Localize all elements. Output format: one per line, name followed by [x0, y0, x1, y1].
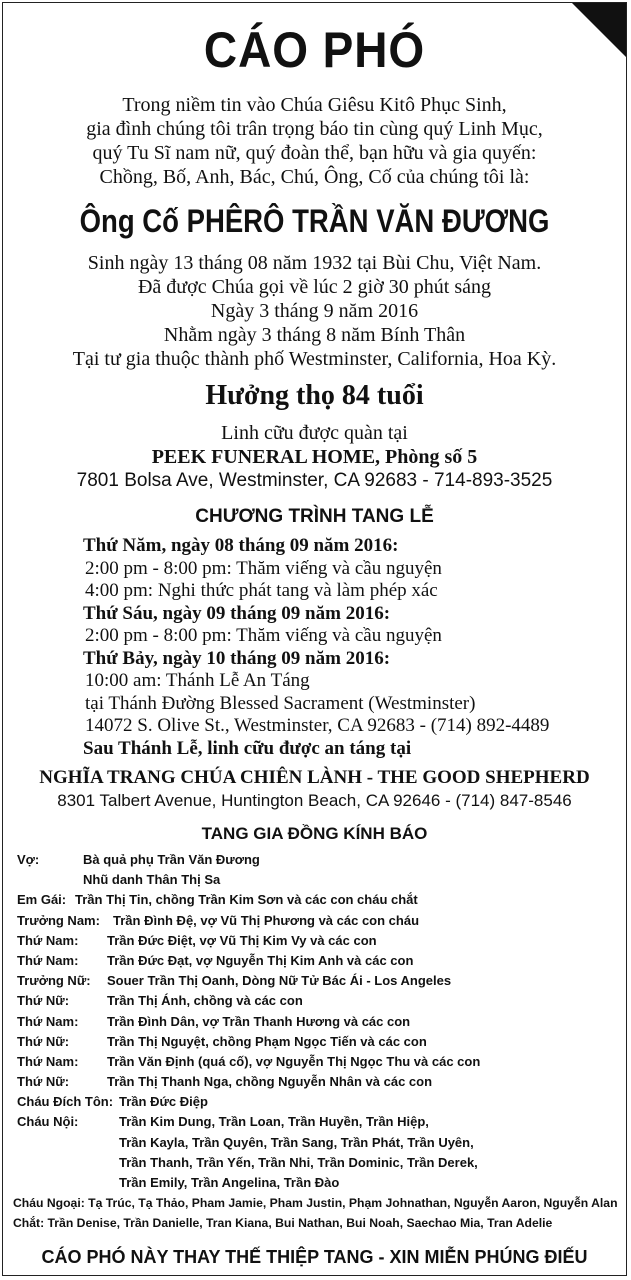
family-relation: Thứ Nam: [17, 932, 79, 948]
bio-line: Tại tư gia thuộc thành phố Westminster, California, Hoa Kỳ. [72, 348, 557, 370]
burial-note: Sau Thánh Lễ, linh cữu được an táng tại [83, 737, 412, 759]
family-member: Trần Văn Định (quá cố), vợ Nguyễn Thị Ngọc Thu và các con [107, 1053, 481, 1069]
family-relation: Trưởng Nam: [17, 912, 100, 928]
family-row [17, 991, 626, 1011]
family-row [17, 850, 626, 870]
intro-line: Chồng, Bố, Anh, Bác, Chú, Ông, Cố của chúng tôi là: [99, 166, 530, 188]
family-member: Bà quả phụ Trần Văn Đương [83, 852, 260, 867]
family-member: Nhũ danh Thân Thị Sa [83, 872, 221, 888]
family-member: Souer Trần Thị Oanh, Dòng Nữ Tử Bác Ái - Los Angeles [107, 973, 452, 989]
schedule-day-2: Thứ Sáu, ngày 09 tháng 09 năm 2016: [83, 602, 391, 624]
bio-block [3, 251, 626, 371]
schedule-item: tại Thánh Đường Blessed Sacrament (Westminster) [85, 692, 476, 714]
obituary-title: CÁO PHÓ [203, 22, 426, 78]
family-member: Trần Kim Dung, Trần Loan, Trần Huyền, Trần Hiệp, [119, 1114, 429, 1130]
program-title: CHƯƠNG TRÌNH TANG LỄ [195, 506, 434, 527]
family-row [17, 1052, 626, 1072]
family-member: Trần Đình Dân, vợ Trần Thanh Hương và các con [107, 1013, 411, 1029]
schedule-item: 4:00 pm: Nghi thức phát tang và làm phép xác [85, 580, 438, 601]
footer-notice: CÁO PHÓ NÀY THAY THẾ THIỆP TANG - XIN MIỄN PHÚNG ĐIẾU [41, 1247, 588, 1267]
funeral-home-name: PEEK FUNERAL HOME, Phòng số 5 [151, 446, 478, 468]
intro-line: quý Tu Sĩ nam nữ, quý đoàn thể, bạn hữu và gia quyến: [92, 142, 537, 164]
family-relation: Thứ Nam: [17, 1013, 79, 1029]
family-relation: Thứ Nữ: [17, 1033, 70, 1049]
family-member: Trần Emily, Trần Angelina, Trần Đào [119, 1175, 340, 1190]
schedule-item: 2:00 pm - 8:00 pm: Thăm viếng và cầu nguyện [85, 625, 442, 646]
viewing-intro: Linh cữu được quàn tại [221, 422, 408, 444]
family-member: Trần Thanh, Trần Yến, Trần Nhi, Trần Dominic, Trần Derek, [119, 1154, 478, 1170]
intro-text [3, 93, 626, 189]
family-member: Trần Kayla, Trần Quyên, Trần Sang, Trần Phát, Trần Uyên, [119, 1134, 474, 1150]
schedule-item: 2:00 pm - 8:00 pm: Thăm viếng và cầu nguyện [85, 557, 442, 579]
bio-line: Ngày 3 tháng 9 năm 2016 [210, 300, 419, 322]
cemetery-address: 8301 Talbert Avenue, Huntington Beach, CA 92646 - (714) 847-8546 [57, 791, 572, 810]
family-row [17, 1012, 626, 1032]
family-relation: Em Gái: [17, 892, 67, 908]
bio-line: Đã được Chúa gọi về lúc 2 giờ 30 phút sáng [137, 276, 492, 298]
schedule-item: 14072 S. Olive St., Westminster, CA 92683 - (714) 892-4489 [85, 715, 550, 736]
family-member: Trần Đức Đạt, vợ Nguyễn Thị Kim Anh và các con [107, 952, 414, 968]
intro-line: Trong niềm tin vào Chúa Giêsu Kitô Phục Sinh, [122, 94, 507, 116]
age-line: Hưởng thọ 84 tuổi [205, 380, 424, 411]
funeral-home-address: 7801 Bolsa Ave, Westminster, CA 92683 - 714-893-3525 [76, 470, 553, 491]
family-row [17, 911, 626, 931]
family-list [17, 850, 626, 1193]
family-row [17, 870, 626, 890]
family-title: TANG GIA ĐỒNG KÍNH BÁO [201, 824, 428, 843]
family-row [17, 1032, 626, 1052]
family-row [17, 1133, 626, 1153]
family-member: Trần Thị Tin, chồng Trần Kim Sơn và các con cháu chắt [75, 892, 418, 908]
family-row [17, 1092, 626, 1112]
family-row [17, 1173, 626, 1193]
program-schedule [83, 535, 626, 760]
family-relation: Thứ Nam: [17, 952, 79, 968]
family-row [17, 1153, 626, 1173]
family-row [17, 951, 626, 971]
family-relation: Vợ: [17, 852, 40, 867]
viewing-block [3, 421, 626, 469]
bio-line: Nhằm ngày 3 tháng 8 năm Bính Thân [163, 324, 466, 346]
family-member: Trần Thị Thanh Nga, chồng Nguyễn Nhân và các con [107, 1074, 433, 1090]
family-relation: Thứ Nữ: [17, 1074, 70, 1090]
family-relation: Cháu Đích Tôn: [17, 1094, 114, 1110]
bio-line: Sinh ngày 13 tháng 08 năm 1932 tại Bùi Chu, Việt Nam. [87, 252, 542, 274]
family-row [17, 1072, 626, 1092]
schedule-day-3: Thứ Bảy, ngày 10 tháng 09 năm 2016: [83, 647, 391, 669]
cemetery-name: NGHĨA TRANG CHÚA CHIÊN LÀNH - THE GOOD SHEPHERD [39, 767, 590, 788]
family-row [17, 931, 626, 951]
deceased-name: Ông Cố PHÊRÔ TRẦN VĂN ĐƯƠNG [79, 203, 550, 239]
schedule-day-1: Thứ Năm, ngày 08 tháng 09 năm 2016: [83, 535, 399, 556]
maternal-grandchildren: Cháu Ngoại: Tạ Trúc, Tạ Thảo, Pham Jamie, Pham Justin, Phạm Johnathan, Nguyễn Aaron, Nguyễn Alan [13, 1196, 618, 1211]
family-relation: Trưởng Nữ: [17, 973, 91, 989]
family-relation: Cháu Nội: [17, 1114, 79, 1130]
family-relation: Thứ Nữ: [17, 993, 70, 1009]
family-row [17, 1112, 626, 1132]
family-member: Trần Thị Ánh, chồng và các con [107, 993, 303, 1009]
great-grandchildren: Chắt: Trần Denise, Trần Danielle, Tran Kiana, Bui Nathan, Bui Noah, Saechao Mia, Tran Adelie [13, 1216, 553, 1231]
family-row [17, 971, 626, 991]
schedule-item: 10:00 am: Thánh Lễ An Táng [85, 670, 310, 691]
obituary-frame [2, 2, 627, 1276]
intro-line: gia đình chúng tôi trân trọng báo tin cùng quý Linh Mục, [86, 118, 543, 140]
family-row [17, 890, 626, 910]
family-relation: Thứ Nam: [17, 1053, 79, 1069]
family-member: Trần Thị Nguyệt, chồng Phạm Ngọc Tiến và các con [107, 1033, 427, 1049]
family-member: Trần Đình Đệ, vợ Vũ Thị Phương và các con cháu [113, 912, 420, 928]
family-member: Trần Đức Điệt, vợ Vũ Thị Kim Vy và các con [107, 932, 377, 948]
family-member: Trần Đức Điệp [119, 1094, 208, 1110]
